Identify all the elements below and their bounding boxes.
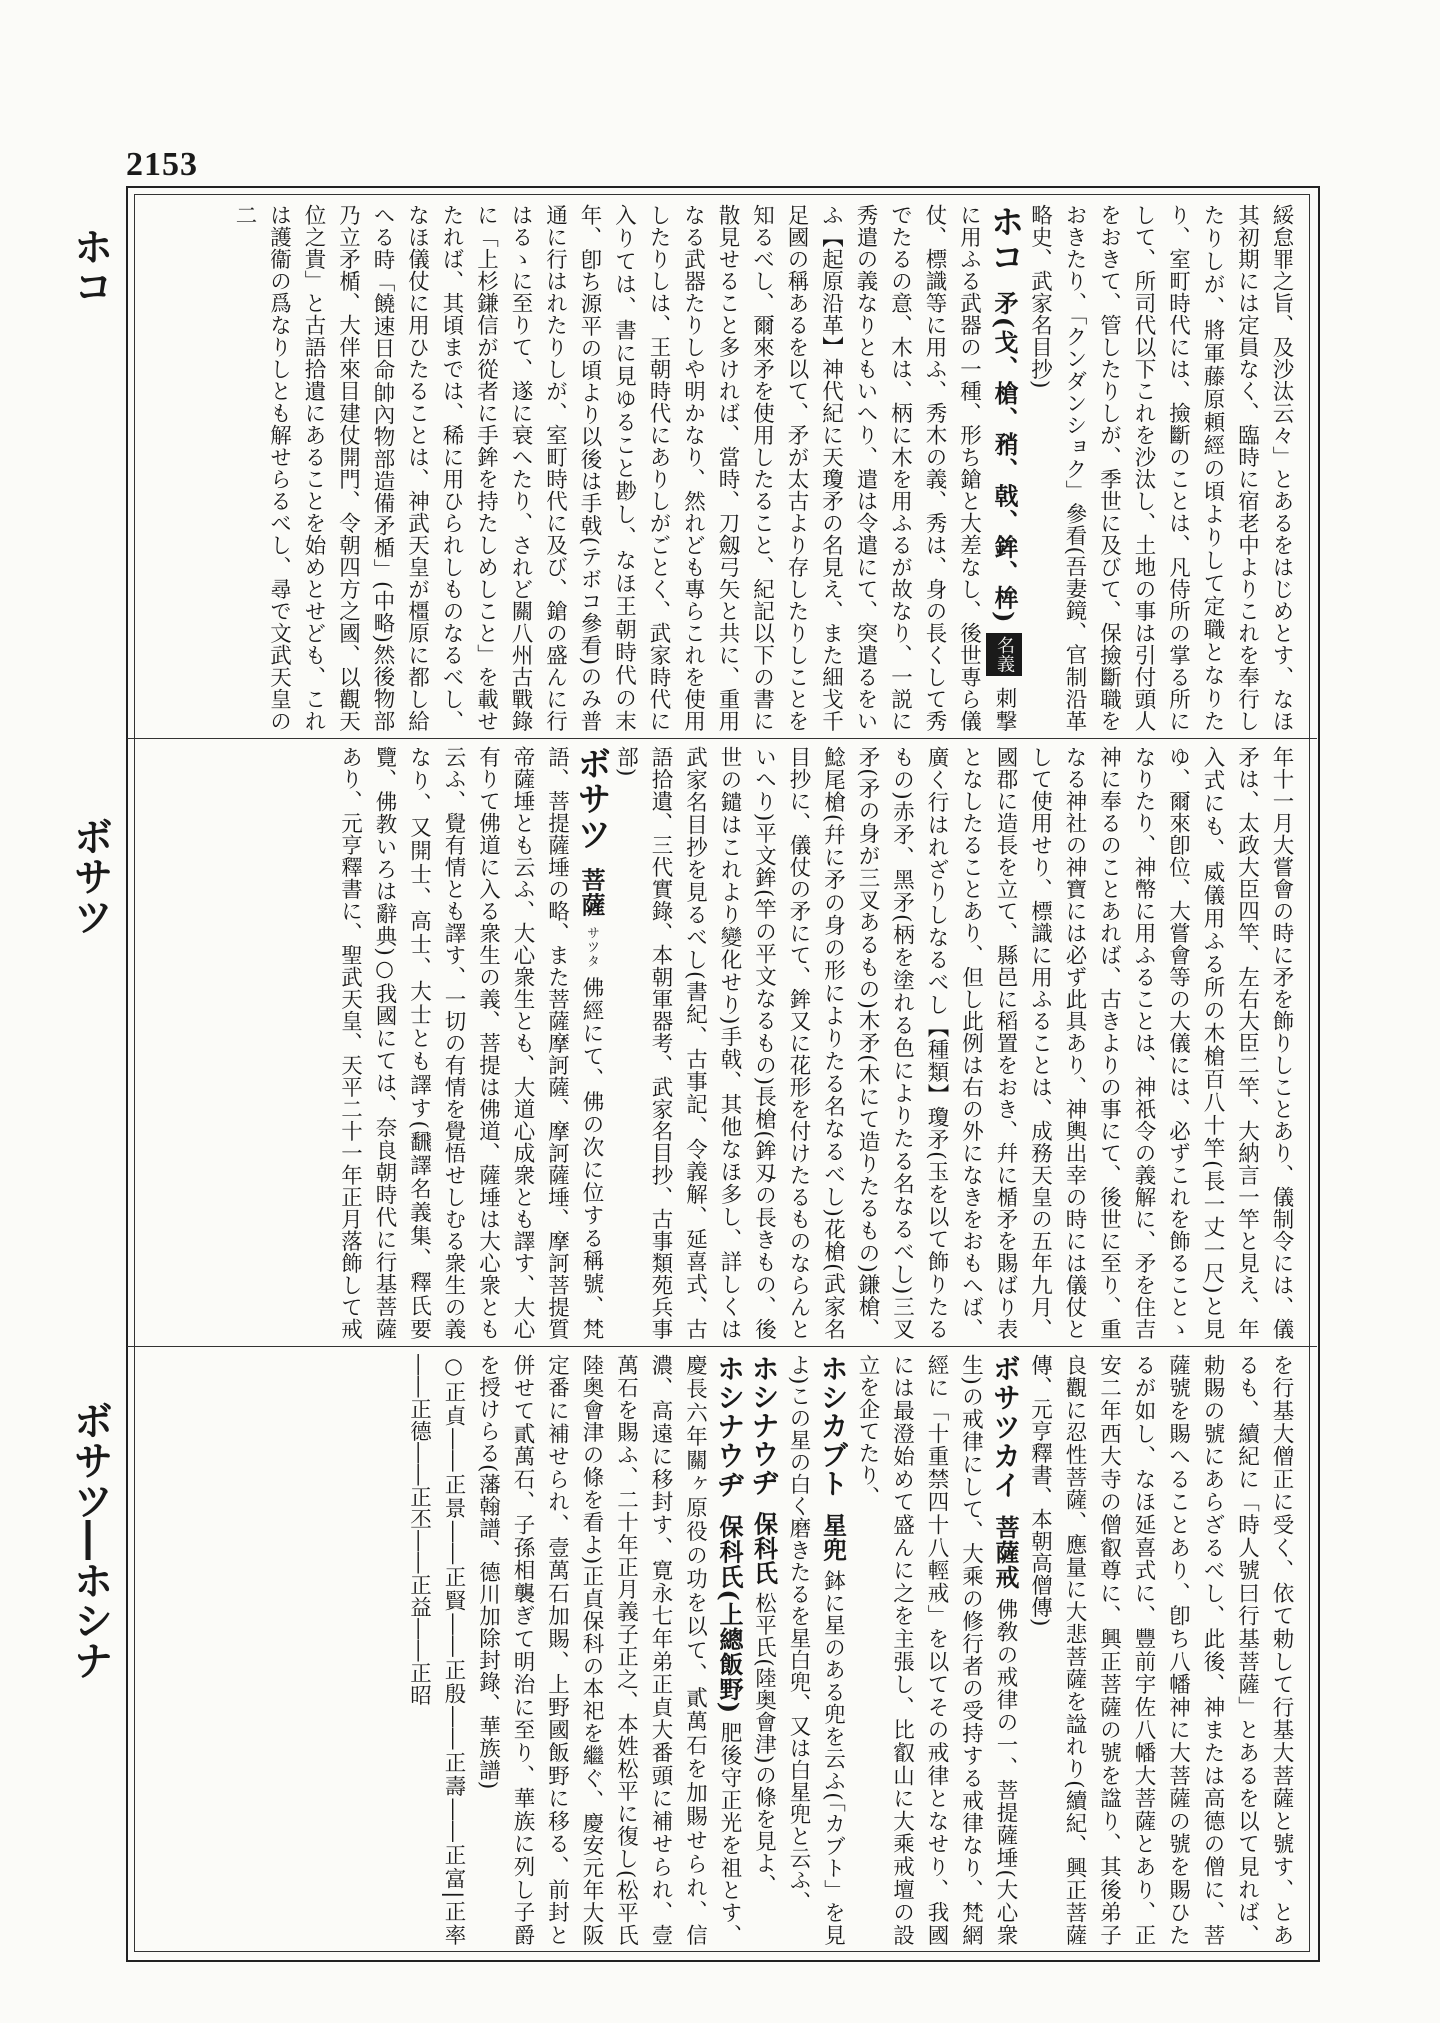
entry-body: 佛敎の戒律の一、菩提薩埵(大心衆生)の戒律にして、大乘の修行者の受持する戒律なり、梵網經に「十重禁四十八輕戒」を以てその戒律となせり、我國には最澄始めて盛んに之を主張し、比叡山に大乘戒壇の設立を企てたり、 [855,1354,1018,1946]
entry-bosatsu [332,746,611,1340]
band-divider-1 [127,738,1317,739]
entry-hoshinauji-1 [746,1354,781,1946]
entry-heading: ボサツカイ [989,1354,1022,1500]
genealogy: ○正貞――正景――正賢――正殷――正壽――正富|正率――正德――正丕――正益――正昭 [406,1354,466,1946]
entry-continuation: 綏怠罪之旨、及沙汰云々」とあるをはじめとす、なほ其初期には定員なく、臨時に宿老中よりこれを奉行したりしが、將軍藤原頼經の頃よりして定職となりたり、室町時代には、撿斷のことは、凡侍所の掌る所にして、所司代以下これを沙汰し、土地の事は引付頭人をおきて、管したりしが、季世に及びて、保撿斷職をおきたり、「クンダンショク」參看(吾妻鏡、官制沿革略史、武家名目抄) [1027,204,1294,732]
entry-heading: ホコ [984,204,1024,276]
entry-heading: ホシナウヂ [713,1354,746,1500]
entry-heading: ホシナウヂ [747,1354,781,1497]
entry-body: 肥後守正光を祖とす、慶長六年關ヶ原役の功を以て、貳萬石を加賜せられ、信濃、高遠に移封す、寛永七年弟正貞大番頭に補せられ、壹萬石を賜ふ、二十年正月義子正之、本姓松平に復し(松平氏陸奥會津の條を看よ)正貞保科の本祀を繼ぐ、慶安元年大阪定番に補せられ、壹萬石加賜、上野國飯野に移る、前封と併せて貳萬石、子孫相襲ぎて明治に至り、華族に列し子爵を授けらる(藩翰譜、德川加除封錄、華族譜) [475,1354,742,1946]
entry-body: 刺撃に用ふる武器の一種、形ち鎗と大差なし、後世専ら儀仗、標識等に用ふ、秀木の義、秀は、身の長くして秀でたるの意、木は、柄に木を用ふるが故なり、一説に秀遣の義なりともいへり、遣は令遣にて、突遣るをいふ【起原沿革】神代紀に天瓊矛の名見え、また細戈千足國の稱あるを以て、矛が太古より存したりしことを知るべし、爾來矛を使用したること、紀記以下の書に散見せること多ければ、當時、刀劔弓矢と共に、重用なる武器たりしや明かなり、然れども專らこれを使用したりしは、王朝時代にありしがごとく、武家時代に入りては、書に見ゆること尠し、なほ王朝時代の末年、卽ち源平の頃より以後は手戟(テボコ參看)のみ普通に行はれたりしが、室町時代に及び、鎗の盛んに行はるゝに至りて、遂に衰へたり、されど關八州古戰錄に「上杉鎌信が從者に手鉾を持たしめしこと」を載せたれば、其頃までは、稀に用ひられしものなるべし、なほ儀仗に用ひたることは、神武天皇が橿原に都し給へる時「饒速日命帥內物部造備矛楯」(中略)然後物部乃立矛楯、大伴來目建仗開門、令朝四方之國、以觀天位之貴」と古語拾遺にあることを始めとせども、これは護衞の爲なりしとも解せらるべし、尋で文武天皇の二 [232,204,1017,732]
band-divider-2 [127,1346,1317,1347]
page-number: 2153 [126,146,198,183]
entry-continuation: を行基大僧正に受く、依て勅して行基大菩薩と號す、とあるも、續紀に「時人號曰行基菩薩」とあるを以て見れば、勅賜の號にあらざるべし、此後、神または高德の僧に、菩薩號を賜へることあり、卽ち八幡神に大菩薩の號を賜ひたるが如し、なほ延喜式に、豐前宇佐八幡大菩薩とあり、正安二年西大寺の僧叡尊に、興正菩薩の號を諡り、其後弟子良觀に忍性菩薩、應量に大悲菩薩を諡れり(續紀、興正菩薩傳、元亨釋書、本朝高僧傳) [1027,1354,1294,1946]
entry-body: 松平氏(陸奥會津)の條を見よ、 [751,1592,777,1896]
entry-heading: ボサツ [571,746,611,852]
entry-hoko [227,204,1023,732]
entry-title: 菩薩戒 [991,1514,1020,1591]
band-middle [150,746,1298,1340]
section-tag: 名義 [986,633,1023,676]
entry-title: 矛(戈、槍、矟、戟、鉾、桙) [990,291,1019,624]
entry-heading: ホシカブト [816,1354,850,1498]
entry-bosatsukai [850,1354,1023,1946]
band-bottom [150,1354,1298,1946]
guide-word-top: ホコ [67,226,113,306]
entry-ruby: サツタ [584,925,599,969]
entry-body: 佛經にて、佛の次に位する稱號、梵語、菩提薩埵の略、また菩薩摩訶薩、摩訶薩埵、摩訶菩提質帝薩埵とも云ふ、大心衆生とも、大道心成衆とも譯す、大心有りて佛道に入る衆生の義、菩提は佛道、薩埵は大心衆とも云ふ、覺有情とも譯す、一切の有情を覺悟せしむる衆生の義なり、又開士、高士、大士とも譯す(飜譯名義集、釋氏要覽、佛教いろは辭典)○我國にては、奈良朝時代に行基菩薩あり、元亨釋書に、聖武天皇、天平二十一年正月落飾して戒 [337,746,604,1340]
entry-title: 保科氏(上總飯野) [715,1514,744,1714]
guide-word-bottom: ボサツ―ホシナ [67,1400,113,1680]
band-top [150,204,1298,732]
entry-hoshikabuto [781,1354,850,1946]
entry-body: 鉢に星のある兜を云ふ(「カブト」を見よ)この星の白く磨きたるを星白兜、又は白星兜と云ふ、 [786,1354,846,1946]
entry-title: 保科氏 [749,1511,779,1585]
entry-title: 菩薩 [577,867,606,918]
entry-continuation: 年十一月大嘗會の時に矛を飾りしことあり、儀制令には、儀矛は、太政大臣四竿、左右大臣二竿、大納言一竿と見え、年入式にも、威儀用ふる所の木槍百八十竿(長一丈一尺)と見ゆ、爾來卽位、大嘗會等の大儀には、必ずこれを飾ることゝなりたり、神幣に用ふることは、神祇令の義解に、矛を住吉神に奉るのことあれば、古きよりの事にて、後世に至り、重なる神社の神寶には必ず此具あり、神輿出幸の時には儀仗として使用せり、標識に用ふることは、成務天皇の五年九月、國郡に造長を立て、縣邑に稻置をおき、幷に楯矛を賜ばり表となしたることあり、但し此例は右の外になきをおもへば、廣く行はれざりしなるべし【種類】瓊矛(玉を以て飾りたるもの)赤矛、黑矛(柄を塗れる色によりたる名なるべし)三叉矛(矛の身が三叉あるもの)木矛(木にて造りたるもの)鎌槍、鯰尾槍(幷に矛の身の形によりたる名なるべし)花槍(武家名目抄に、儀仗の矛にて、鉾又に花形を付けたるものならんといへり)平文鉾(竿の平文なるもの)長槍(鉾刄の長きもの、後世の鑓はこれより變化せり)手戟、其他なほ多し、詳しくは武家名目抄を見るべし(書紀、古事記、令義解、延喜式、古語拾遺、三代實錄、本朝軍器考、武家名目抄、古事類苑兵事部) [613,746,1294,1340]
entry-title: 星兜 [818,1512,848,1563]
guide-word-middle: ボサツ [67,816,113,936]
entry-hoshinauji-2 [470,1354,746,1946]
